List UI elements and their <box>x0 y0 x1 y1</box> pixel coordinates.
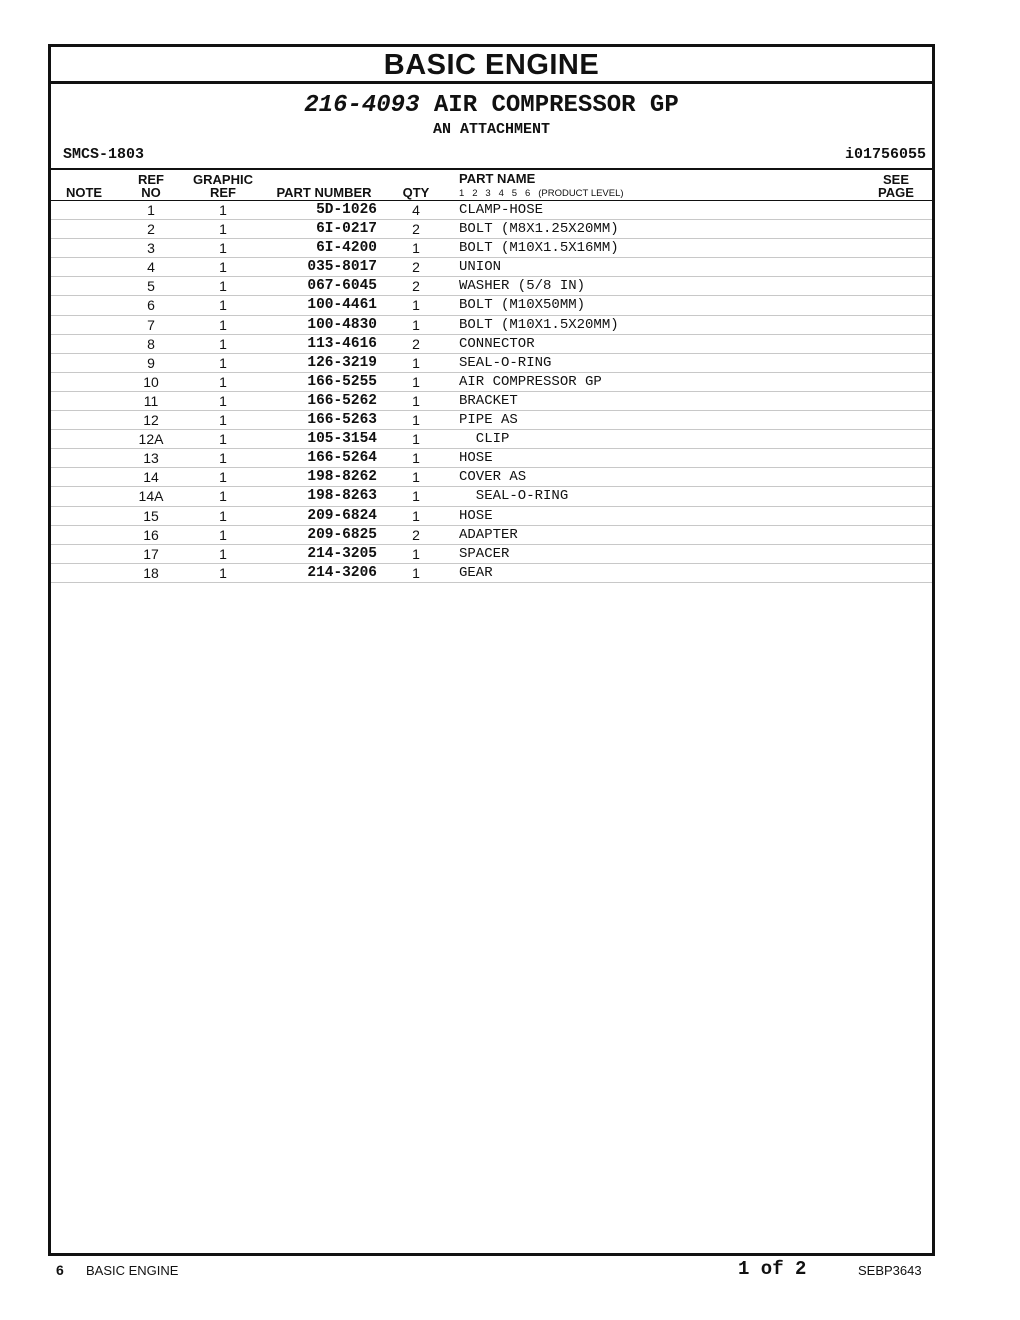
table-row <box>51 373 932 392</box>
col-note: NOTE <box>65 185 103 200</box>
graphic-ref: 1 <box>219 392 227 409</box>
page-frame <box>48 44 935 1256</box>
part-number: 198-8263 <box>307 488 377 505</box>
ref-no: 16 <box>143 526 159 543</box>
ref-no: 13 <box>143 450 159 467</box>
page-footer <box>0 1258 1020 1282</box>
graphic-ref: 1 <box>219 507 227 524</box>
part-number: 6I-4200 <box>316 240 377 257</box>
qty: 1 <box>412 240 420 257</box>
section-title: BASIC ENGINE <box>51 47 932 84</box>
graphic-ref: 1 <box>219 202 227 218</box>
table-row <box>51 258 932 277</box>
ref-no: 7 <box>147 316 155 333</box>
qty: 1 <box>412 354 420 371</box>
ref-no: 17 <box>143 545 159 562</box>
qty: 1 <box>412 469 420 486</box>
ref-no: 14 <box>143 469 159 486</box>
ref-no: 15 <box>143 507 159 524</box>
qty: 1 <box>412 297 420 314</box>
graphic-ref: 1 <box>219 316 227 333</box>
qty: 2 <box>412 526 420 543</box>
part-number: 166-5262 <box>307 392 377 409</box>
group-subtitle: AN ATTACHMENT <box>432 121 551 138</box>
qty: 1 <box>412 431 420 448</box>
part-number: 166-5255 <box>307 373 377 390</box>
part-name: BOLT (M10X1.5X16MM) <box>459 240 619 257</box>
part-number: 166-5264 <box>307 450 377 467</box>
graphic-ref: 1 <box>219 412 227 429</box>
col-ref-line2: NO <box>141 185 161 200</box>
ref-no: 14A <box>138 488 164 505</box>
group-name: AIR COMPRESSOR GP <box>433 92 679 119</box>
document-id: SEBP3643 <box>858 1263 922 1278</box>
graphic-ref: 1 <box>219 545 227 562</box>
qty: 2 <box>412 335 420 352</box>
qty: 1 <box>412 392 420 409</box>
graphic-ref: 1 <box>219 373 227 390</box>
col-part-name: PART NAME <box>459 171 536 186</box>
ref-no: 12 <box>143 412 159 429</box>
part-name: PIPE AS <box>459 412 518 429</box>
part-name: UNION <box>459 259 502 276</box>
table-row <box>51 239 932 258</box>
table-row <box>51 468 932 487</box>
table-row <box>51 449 932 468</box>
table-row <box>51 296 932 315</box>
part-number: 209-6824 <box>307 507 377 524</box>
part-number: 214-3205 <box>307 545 377 562</box>
part-number: 126-3219 <box>307 354 377 371</box>
table-row <box>51 526 932 545</box>
part-number: 209-6825 <box>307 526 377 543</box>
qty: 1 <box>412 564 420 581</box>
qty: 4 <box>412 202 420 218</box>
page-number: 6 <box>56 1262 64 1278</box>
graphic-ref: 1 <box>219 488 227 505</box>
graphic-ref: 1 <box>219 564 227 581</box>
col-ref-line1: REF <box>138 172 164 187</box>
graphic-ref: 1 <box>219 431 227 448</box>
part-name: SEAL-O-RING <box>459 488 569 505</box>
footer-section: BASIC ENGINE <box>86 1263 179 1278</box>
ref-no: 18 <box>143 564 159 581</box>
ref-no: 12A <box>138 431 164 448</box>
ref-no: 9 <box>147 354 155 371</box>
qty: 1 <box>412 507 420 524</box>
graphic-ref: 1 <box>219 526 227 543</box>
part-name: BOLT (M10X50MM) <box>459 297 586 314</box>
graphic-ref: 1 <box>219 259 227 276</box>
graphic-ref: 1 <box>219 335 227 352</box>
part-number: 198-8262 <box>307 469 377 486</box>
graphic-ref: 1 <box>219 278 227 295</box>
col-part-number: PART NUMBER <box>276 185 372 200</box>
col-qty: QTY <box>402 185 430 200</box>
part-name: HOSE <box>459 507 493 524</box>
table-row <box>51 220 932 239</box>
page-of: 1 of 2 <box>738 1258 807 1280</box>
qty: 1 <box>412 450 420 467</box>
graphic-ref: 1 <box>219 469 227 486</box>
part-name: WASHER (5/8 IN) <box>459 278 586 295</box>
part-name: ADAPTER <box>459 526 518 543</box>
part-number: 105-3154 <box>307 431 377 448</box>
graphic-ref: 1 <box>219 297 227 314</box>
graphic-ref: 1 <box>219 221 227 238</box>
ref-no: 3 <box>147 240 155 257</box>
group-title <box>51 92 932 120</box>
col-see-line2: PAGE <box>878 185 914 200</box>
qty: 2 <box>412 278 420 295</box>
table-row <box>51 354 932 373</box>
illustration-id: i01756055 <box>844 146 926 163</box>
table-row <box>51 201 932 220</box>
part-number: 035-8017 <box>307 259 377 276</box>
ref-no: 1 <box>147 202 155 218</box>
ref-no: 4 <box>147 259 155 276</box>
ref-no: 11 <box>143 392 159 409</box>
ref-no: 10 <box>143 373 159 390</box>
qty: 1 <box>412 316 420 333</box>
table-header <box>51 170 932 201</box>
part-name: HOSE <box>459 450 493 467</box>
part-name: COVER AS <box>459 469 527 486</box>
ref-no: 5 <box>147 278 155 295</box>
meta-row <box>51 140 932 168</box>
graphic-ref: 1 <box>219 240 227 257</box>
part-number: 113-4616 <box>307 335 377 352</box>
part-name: SPACER <box>459 545 510 562</box>
part-number: 6I-0217 <box>316 221 377 238</box>
part-number: 5D-1026 <box>316 202 377 218</box>
part-name: CONNECTOR <box>459 335 535 352</box>
ref-no: 6 <box>147 297 155 314</box>
qty: 1 <box>412 373 420 390</box>
qty: 1 <box>412 488 420 505</box>
graphic-ref: 1 <box>219 354 227 371</box>
part-number: 166-5263 <box>307 412 377 429</box>
part-number: 100-4461 <box>307 297 377 314</box>
smcs-code: SMCS-1803 <box>63 146 145 163</box>
part-name: AIR COMPRESSOR GP <box>459 373 602 390</box>
table-row <box>51 411 932 430</box>
col-see-line1: SEE <box>882 172 909 187</box>
qty: 2 <box>412 221 420 238</box>
qty: 2 <box>412 259 420 276</box>
table-row <box>51 545 932 564</box>
col-graphic-line1: GRAPHIC <box>193 172 253 187</box>
qty: 1 <box>412 412 420 429</box>
graphic-ref: 1 <box>219 450 227 467</box>
ref-no: 2 <box>147 221 155 238</box>
parts-table-body <box>51 201 932 583</box>
table-row <box>51 487 932 506</box>
part-number: 067-6045 <box>307 278 377 295</box>
part-number: 100-4830 <box>307 316 377 333</box>
part-name: CLIP <box>459 431 510 448</box>
part-name: GEAR <box>459 564 493 581</box>
part-name: BRACKET <box>459 392 518 409</box>
part-name: SEAL-O-RING <box>459 354 552 371</box>
part-name: CLAMP-HOSE <box>459 202 544 218</box>
qty: 1 <box>412 545 420 562</box>
group-header <box>51 84 932 140</box>
table-row <box>51 507 932 526</box>
table-row <box>51 316 932 335</box>
table-row <box>51 564 932 583</box>
part-name: BOLT (M10X1.5X20MM) <box>459 316 619 333</box>
table-row <box>51 277 932 296</box>
col-graphic-line2: REF <box>210 185 236 200</box>
ref-no: 8 <box>147 335 155 352</box>
part-name: BOLT (M8X1.25X20MM) <box>459 221 619 238</box>
table-row <box>51 392 932 411</box>
table-row <box>51 335 932 354</box>
table-row <box>51 430 932 449</box>
group-number: 216-4093 <box>304 92 420 119</box>
product-levels: 1 2 3 4 5 6 (PRODUCT LEVEL) <box>459 188 624 199</box>
part-number: 214-3206 <box>307 564 377 581</box>
